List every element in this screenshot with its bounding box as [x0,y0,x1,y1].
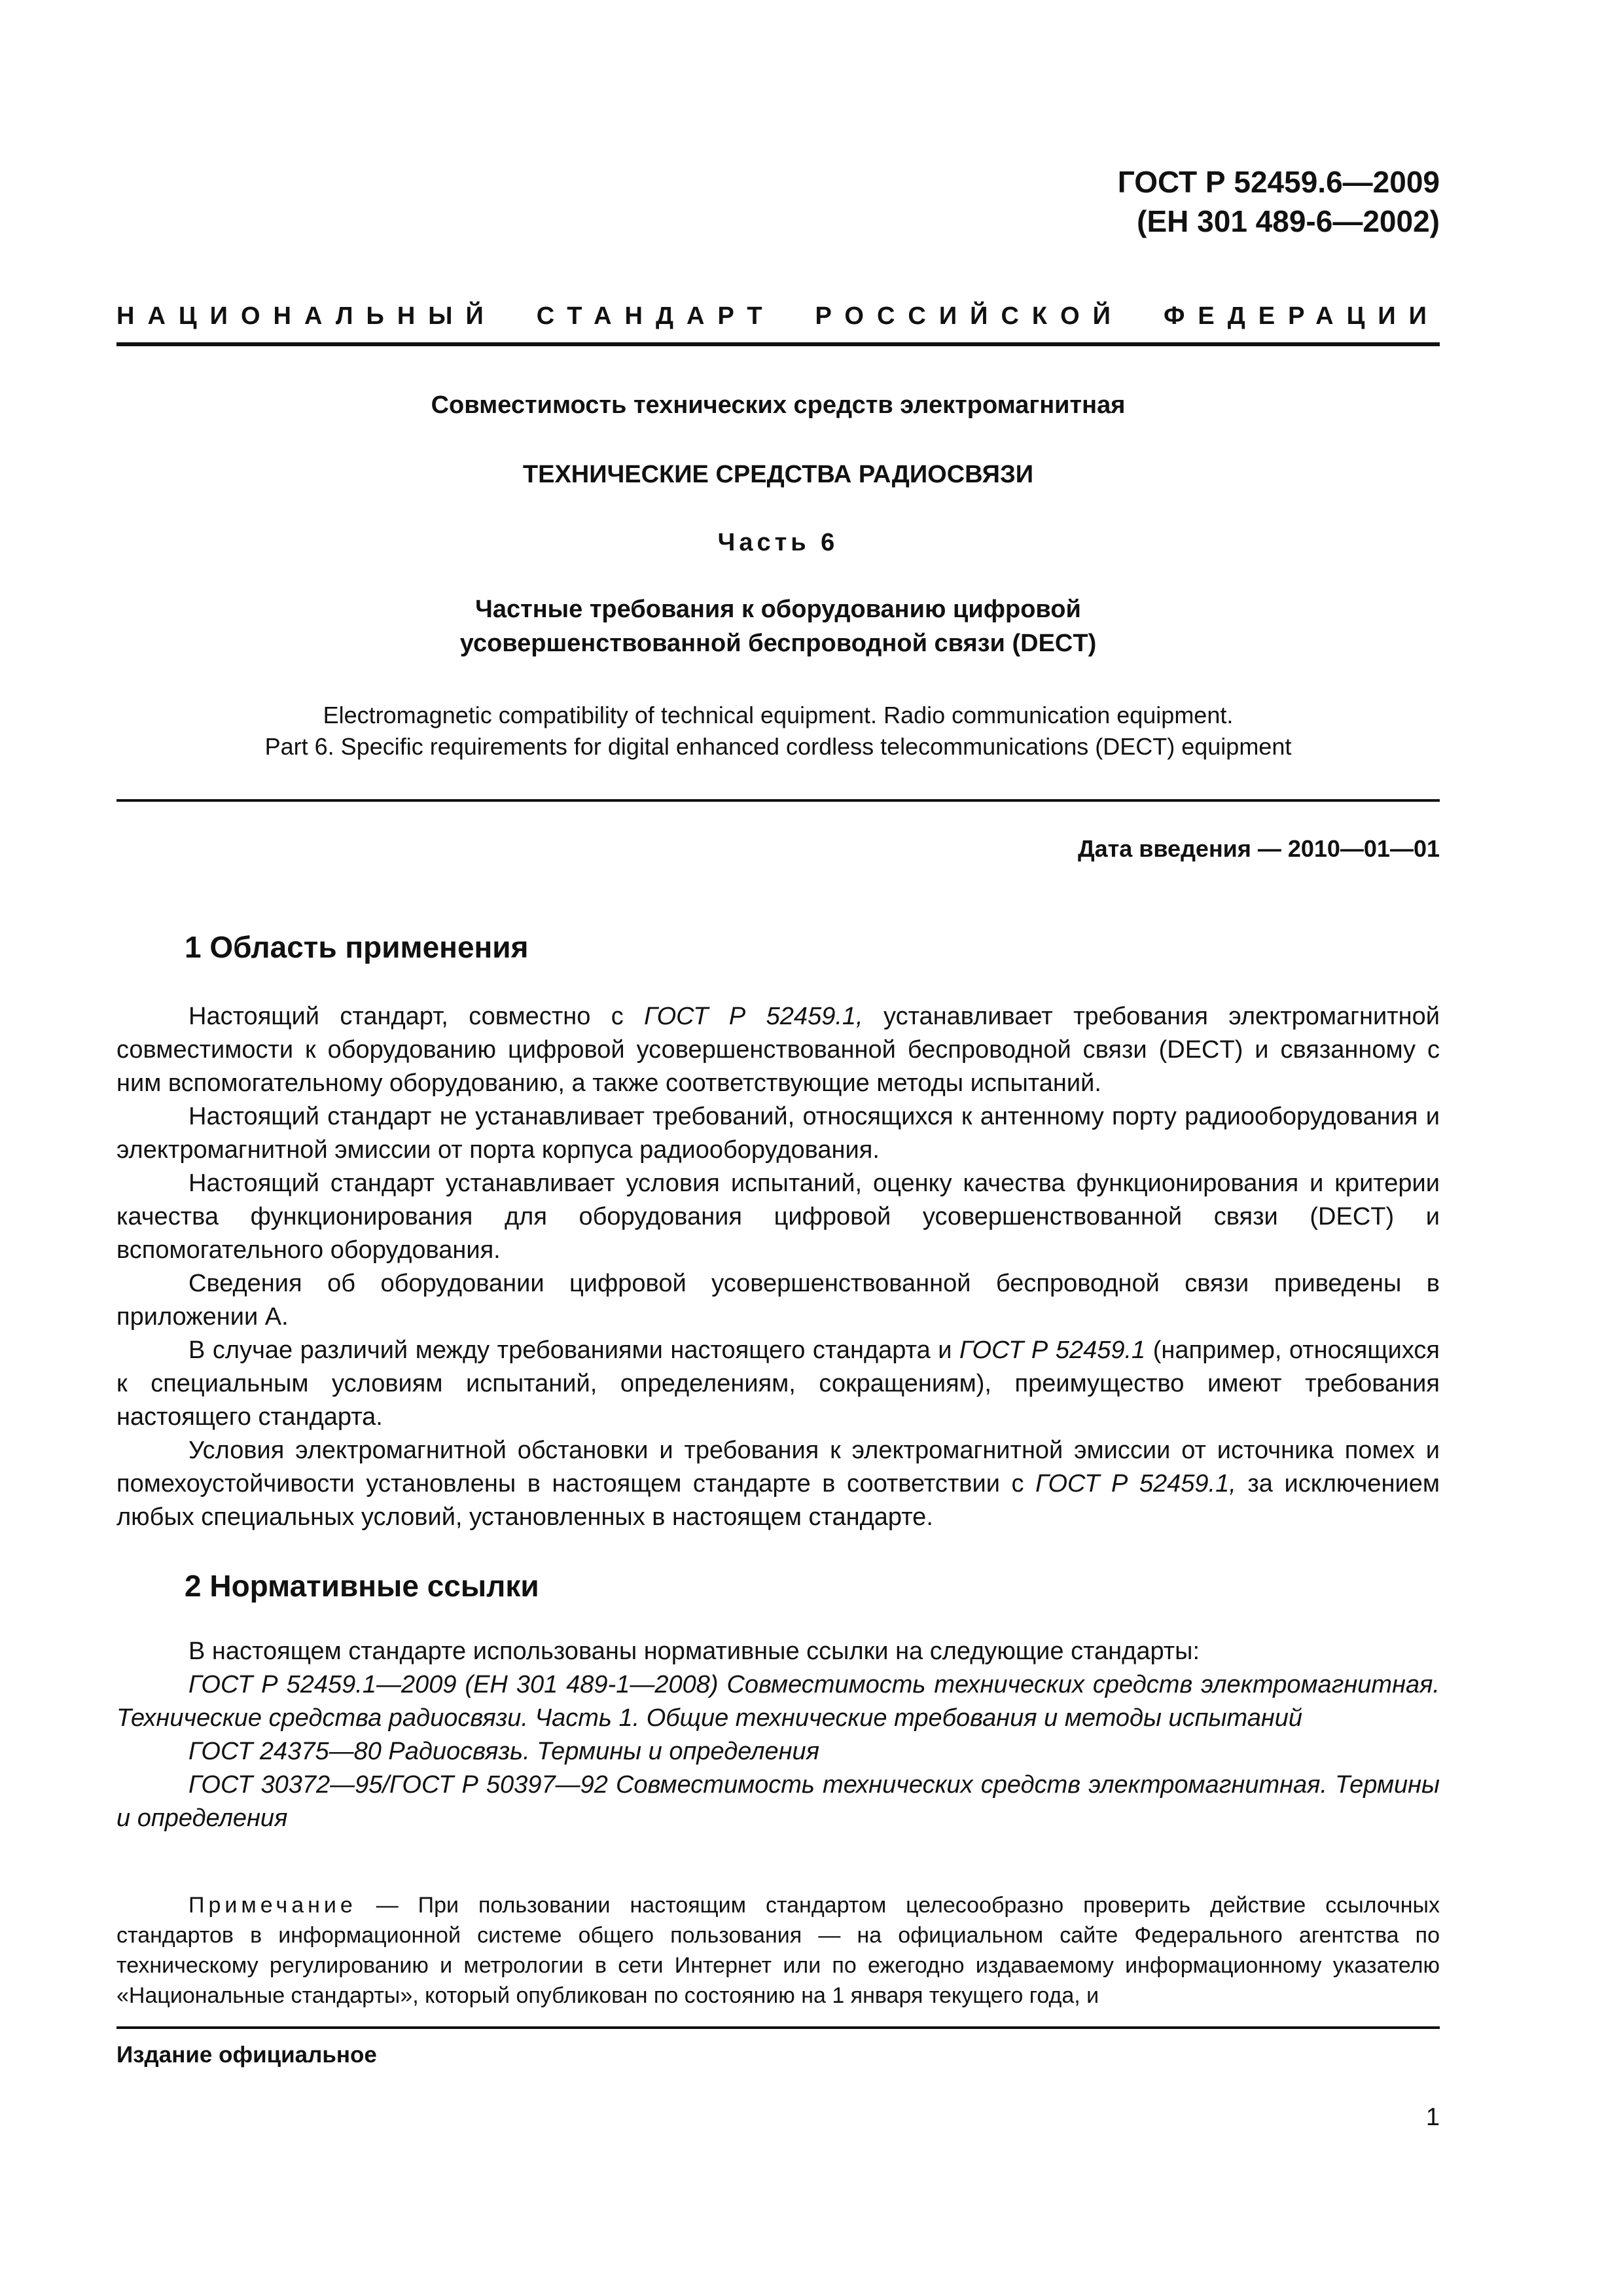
text-run: устанавливает требования электромагнитной совместимости к оборудованию цифровой усовершенствованной беспроводной связи (DECT) и связанному с ним вспомогательному оборудованию, а также соответствующие методы испытаний. [116,1003,1440,1097]
title-divider [116,799,1440,802]
section1-paragraph [116,1334,1440,1434]
banner-word: НАЦИОНАЛЬНЫЙ [116,302,497,330]
text-run: В случае различий между требованиями настоящего стандарта и [188,1336,960,1364]
title-line2: ТЕХНИЧЕСКИЕ СРЕДСТВА РАДИОСВЯЗИ [522,461,1034,488]
title-line1: Совместимость технических средств электромагнитная [431,391,1126,419]
section2-intro: В настоящем стандарте использованы нормативные ссылки на следующие стандарты: [188,1638,1200,1665]
normative-reference: ГОСТ 24375—80 Радиосвязь. Термины и определения [188,1738,819,1765]
section1-body [116,1000,1440,1534]
section2-body [116,1635,1440,1835]
section1-paragraph: Настоящий стандарт устанавливает условия испытаний, оценку качества функционирования и критерии качества функционирования для оборудования цифровой усовершенствованной связи (DECT) и вспомогательного оборудования. [116,1170,1440,1264]
banner-word: РОССИЙСКОЙ [815,302,1124,330]
normative-reference: ГОСТ Р 52459.1—2009 (ЕН 301 489-1—2008) Совместимость технических средств электромагнитная. Технические средства радиосвязи. Часть 1. Общие технические требования и методы испытаний [116,1671,1440,1732]
standard-code [785,162,1440,241]
english-title-line1: Electromagnetic compatibility of technical equipment. Radio communication equipment. [323,702,1234,728]
section1-paragraph [116,1434,1440,1534]
section1-paragraph [116,1000,1440,1100]
introduction-date: Дата введения — 2010—01—01 [1077,835,1440,862]
national-standard-banner [116,302,1440,331]
english-title-line2: Part 6. Specific requirements for digital enhanced cordless telecommunications (DECT) equipment [264,733,1292,760]
section1-paragraph: Настоящий стандарт не устанавливает требований, относящихся к антенному порту радиооборудования и электромагнитной эмиссии от порта корпуса радиооборудования. [116,1103,1440,1164]
section1-paragraph: Сведения об оборудовании цифровой усовершенствованной беспроводной связи приведены в приложении А. [116,1270,1440,1331]
reference-link: ГОСТ Р 52459.1, [1035,1470,1236,1498]
subtitle-line1: Частные требования к оборудованию цифровой [475,596,1081,623]
note-label: Примечание [188,1893,357,1918]
section1-heading: 1 Область применения [185,930,529,964]
banner-word: СТАНДАРТ [536,302,776,330]
header-divider [116,342,1440,346]
reference-link: ГОСТ Р 52459.1, [644,1003,863,1030]
note-paragraph [116,1890,1440,2011]
text-run: Настоящий стандарт, совместно с [188,1003,645,1030]
normative-reference: ГОСТ 30372—95/ГОСТ Р 50397—92 Совместимость технических средств электромагнитная. Термины и определения [116,1771,1440,1832]
note-block [116,1890,1440,2011]
standard-code-line1: ГОСТ Р 52459.6—2009 [1117,165,1440,199]
part-label: Часть 6 [717,529,839,556]
page-number: 1 [1425,2104,1440,2131]
edition-label: Издание официальное [116,2042,377,2068]
subtitle-line2: усовершенствованной беспроводной связи (DECT) [459,630,1097,657]
text-run: за исключением любых специальных условий, установленных в настоящем стандарте. [116,1470,1440,1531]
banner-word: ФЕДЕРАЦИИ [1163,302,1440,330]
note-text: — При пользовании настоящим стандартом целесообразно проверить действие ссылочных стандартов в информационной системе общего пользования — на официальном сайте Федерального агентства по техническому регулированию и метрологии в сети Интернет или по ежегодно издаваемому информационному указателю «Национальные стандарты», который опубликован по состоянию на 1 января текущего года, и [116,1893,1440,2008]
text-run: Условия электромагнитной обстановки и требования к электромагнитной эмиссии от источника помех и помехоустойчивости установлены в настоящем стандарте в соответствии с [116,1437,1440,1498]
reference-link: ГОСТ Р 52459.1 [959,1336,1146,1364]
text-run: (например, относящихся к специальным условиям испытаний, определениям, сокращениям), преимущество имеют требования настоящего стандарта. [116,1336,1440,1431]
section2-heading: 2 Нормативные ссылки [185,1569,539,1603]
footer-divider [116,2026,1440,2029]
standard-code-line2: (ЕН 301 489-6—2002) [1137,204,1440,238]
